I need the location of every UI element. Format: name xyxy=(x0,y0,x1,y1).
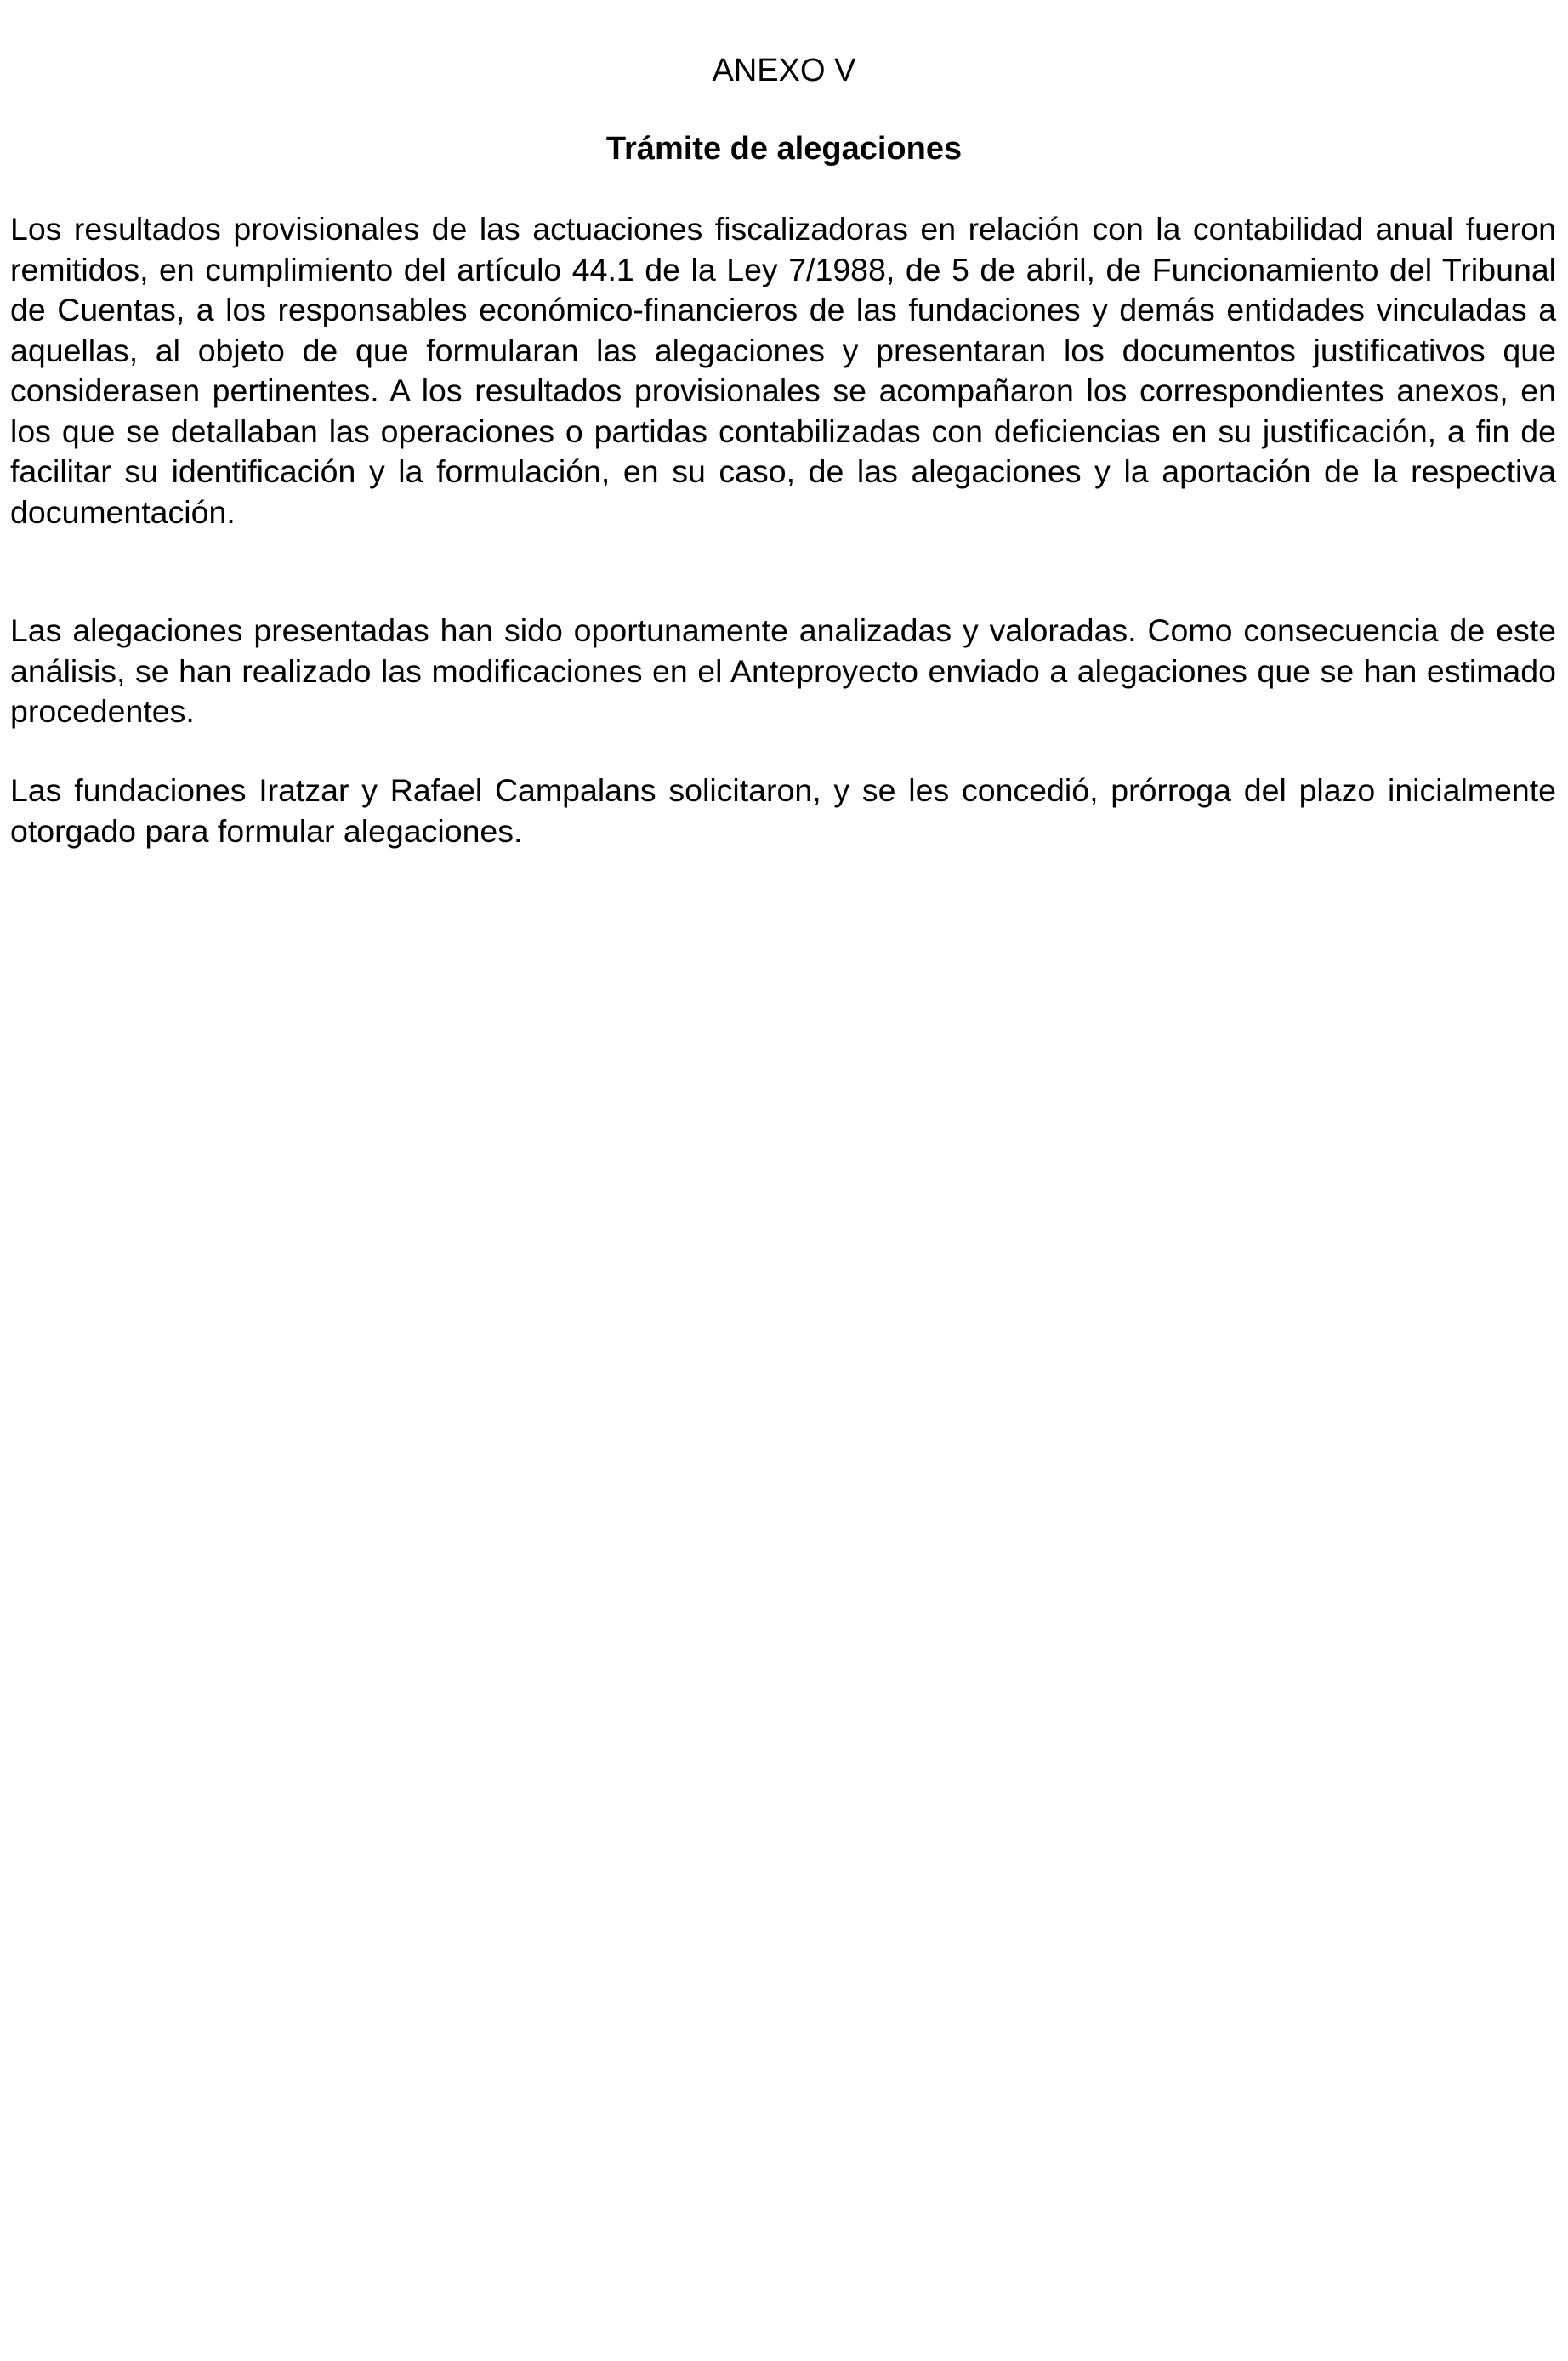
paragraph-deadline-extension: Las fundaciones Iratzar y Rafael Campalans solicitaron, y se les concedió, prórroga del plazo inicialmente otorgado para formular alegaciones. xyxy=(10,772,1556,849)
section-title: Trámite de alegaciones xyxy=(605,131,963,167)
paragraph-provisional-results: Los resultados provisionales de las actuaciones fiscalizadoras en relación con la contabilidad anual fueron remitidos, en cumplimiento del artículo 44.1 de la Ley 7/1988, de 5 de abril, de Funcionamiento del Tribunal de Cuentas, a los responsables económico-financieros de las fundaciones y demás entidades vinculadas a aquellas, al objeto de que formularan las alegaciones y presentaran los documentos justificativos que considerasen pertinentes. A los resultados provisionales se acompañaron los correspondientes anexos, en los que se detallaban las operaciones o partidas contabilizadas con deficiencias en su justificación, a fin de facilitar su identificación y la formulación, en su caso, de las alegaciones y la aportación de la respectiva documentación. xyxy=(10,211,1556,530)
annex-title: ANEXO V xyxy=(712,53,856,88)
paragraph-allegations-analysis: Las alegaciones presentadas han sido oportunamente analizadas y valoradas. Como consecuencia de este análisis, se han realizado las modificaciones en el Anteproyecto enviado a alegaciones que se han estimado procedentes. xyxy=(10,612,1556,729)
